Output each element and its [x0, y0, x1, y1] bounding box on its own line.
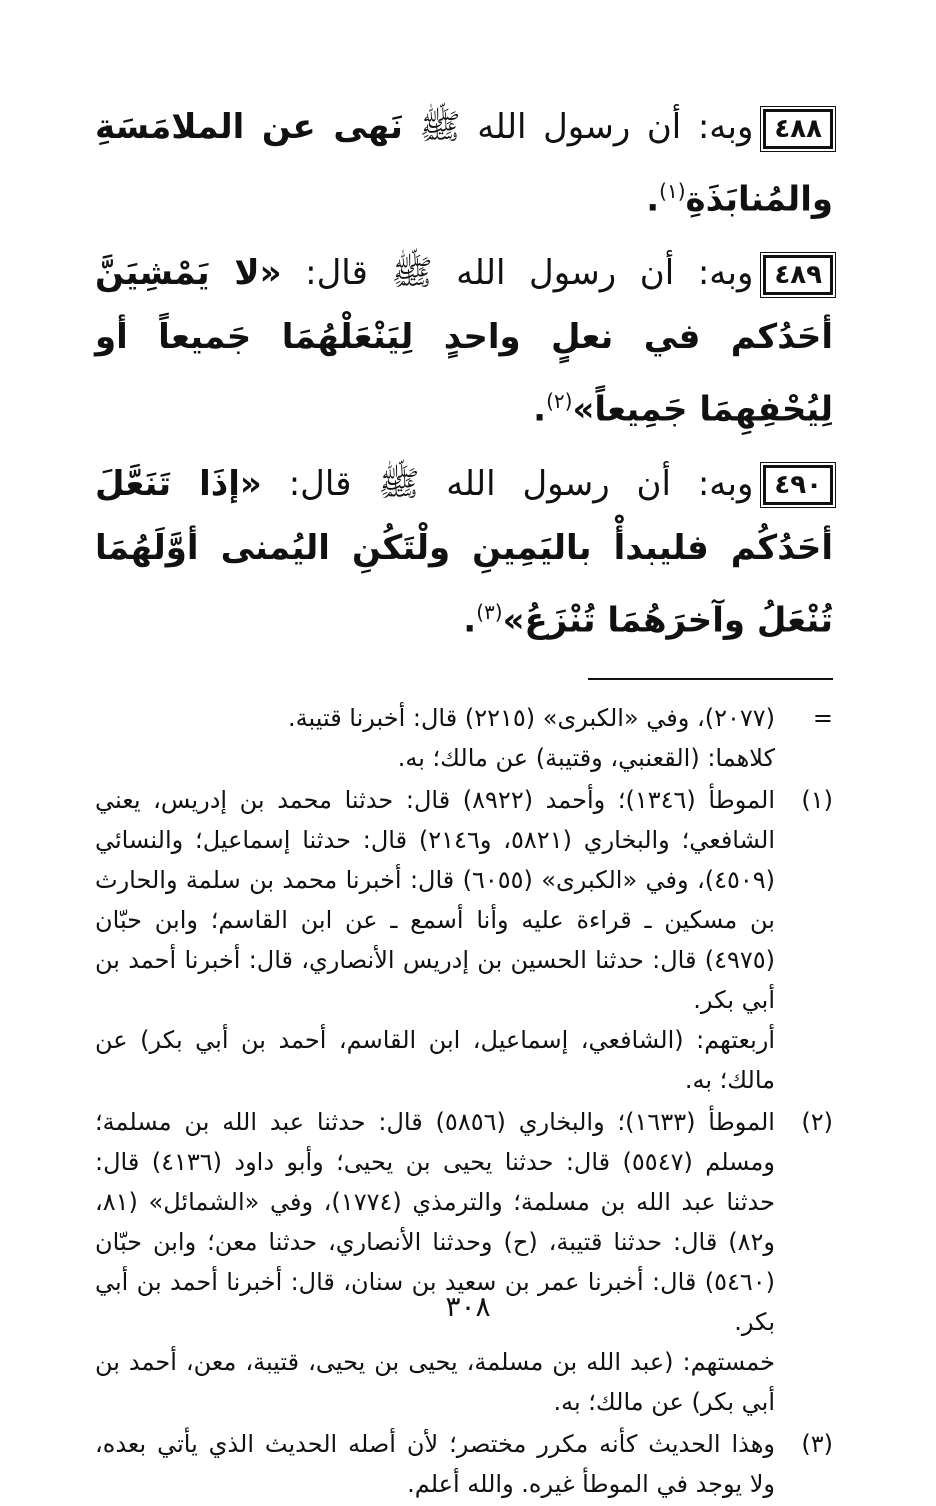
footnote-divider	[588, 678, 833, 680]
footnote-mark: (١)	[801, 785, 833, 814]
hadith-number-badge: ٤٩٠	[763, 465, 833, 505]
footnotes	[95, 698, 833, 1504]
hadith-intro: وبه: أن رسول الله ﷺ	[402, 107, 754, 147]
hadith-end: .	[646, 179, 660, 220]
hadith-489	[95, 241, 833, 441]
hadith-intro: وبه: أن رسول الله ﷺ قال:	[261, 463, 754, 504]
footnote-mark: (٢)	[801, 1107, 833, 1136]
footnote-paragraph: أربعتهم: (الشافعي، إسماعيل، ابن القاسم، أحمد بن أبي بكر) عن مالك؛ به.	[95, 1025, 775, 1094]
hadith-text: «إذَا تَنَعَّلَ أحَدُكُم فليبدأْ باليَمِينِ ولْتَكُنِ اليُمنى أوَّلَهُمَا تُنْعَلُ وآخرَهُمَا تُنْزَعُ»	[95, 463, 833, 640]
page-number: ٣٠٨	[445, 1290, 491, 1323]
footnote-paragraph: كلاهما: (القعنبي، وقتيبة) عن مالك؛ به.	[397, 743, 775, 772]
footnote-mark: =	[812, 703, 833, 732]
footnote-3	[95, 1424, 833, 1504]
hadith-text: «لا يَمْشِيَنَّ أحَدُكم في نعلٍ واحدٍ لِيَنْعَلْهُمَا جَميعاً أو لِيُحْفِهِمَا جَمِيعاً»	[95, 253, 833, 430]
footnote-mark: (٣)	[801, 1429, 833, 1458]
hadith-intro: وبه: أن رسول الله ﷺ قال:	[281, 253, 754, 294]
footnote-paragraph: الموطأ (١٦٣٣)؛ والبخاري (٥٨٥٦) قال: حدثنا عبد الله بن مسلمة؛ ومسلم (٥٥٤٧) قال: حدثنا يحيى بن يحيى؛ وأبو داود (٤١٣٦) قال: حدثنا عبد الله بن مسلمة؛ والترمذي (١٧٧٤)، وفي «الشمائل» (٨١، و٨٢) قال: حدثنا قتيبة، (ح) وحدثنا الأنصاري، حدثنا معن؛ وابن حبّان (٥٤٦٠) قال: أخبرنا عمر بن سعيد بن سنان، قال: أخبرنا أحمد بن أبي بكر.	[95, 1107, 776, 1336]
hadith-end: .	[533, 389, 547, 430]
footnote-2	[95, 1102, 833, 1422]
footnote-paragraph: (٢٠٧٧)، وفي «الكبرى» (٢٢١٥) قال: أخبرنا قتيبة.	[287, 703, 775, 732]
hadith-488	[95, 95, 833, 231]
footnote-body	[95, 698, 775, 778]
hadith-490	[95, 452, 833, 652]
footnote-paragraph: خمستهم: (عبد الله بن مسلمة، يحيى بن يحيى، قتيبة، معن، أحمد بن أبي بكر) عن مالك؛ به.	[95, 1347, 775, 1416]
footnote-reference[interactable]: (٢)	[546, 389, 573, 414]
footnote-1	[95, 780, 833, 1100]
footnote-continued	[95, 698, 833, 778]
footnote-body	[95, 1102, 775, 1422]
hadith-number-badge: ٤٨٩	[763, 255, 833, 295]
footnote-body	[95, 780, 775, 1100]
footnote-reference[interactable]: (٣)	[476, 599, 503, 624]
hadith-end: .	[463, 599, 477, 640]
hadith-number-badge: ٤٨٨	[763, 109, 833, 149]
footnote-paragraph: وهذا الحديث كأنه مكرر مختصر؛ لأن أصله الحديث الذي يأتي بعده، ولا يوجد في الموطأ غيره. والله أعلم.	[95, 1429, 775, 1498]
footnote-body	[95, 1424, 775, 1504]
hadith-text: نَهى عن الملامَسَةِ والمُنابَذَةِ	[95, 107, 833, 220]
footnote-paragraph: الموطأ (١٣٤٦)؛ وأحمد (٨٩٢٢) قال: حدثنا محمد بن إدريس، يعني الشافعي؛ والبخاري (٥٨٢١، و٢١٤٦) قال: حدثنا إسماعيل؛ والنسائي (٤٥٠٩)، وفي «الكبرى» (٦٠٥٥) قال: أخبرنا محمد بن سلمة والحارث بن مسكين ـ قراءة عليه وأنا أسمع ـ عن ابن القاسم؛ وابن حبّان (٤٩٧٥) قال: حدثنا الحسين بن إدريس الأنصاري، قال: أخبرنا أحمد بن أبي بكر.	[95, 785, 776, 1014]
footnote-reference[interactable]: (١)	[659, 179, 686, 203]
